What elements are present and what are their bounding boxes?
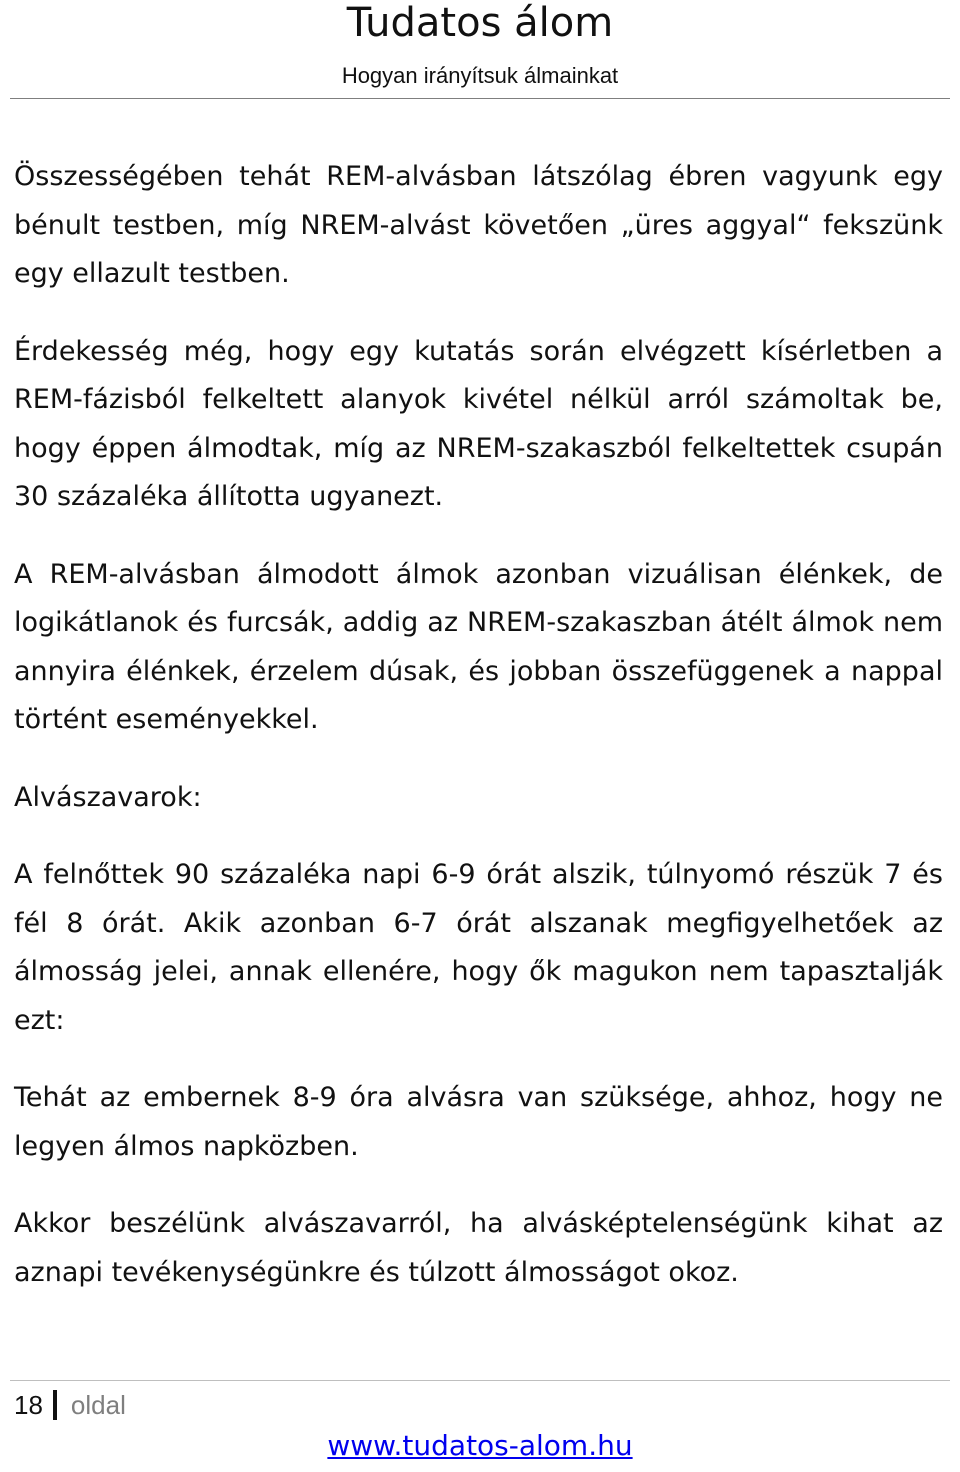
header-divider: [10, 98, 950, 99]
page-footer: [14, 1387, 126, 1423]
paragraph: Tehát az embernek 8-9 óra alvásra van szüksége, ahhoz, hogy ne legyen álmos napközben.: [14, 1082, 943, 1162]
page-separator: [53, 1390, 57, 1420]
document-title: Tudatos álom: [346, 0, 614, 46]
section-heading: Alvászavarok:: [14, 781, 202, 813]
paragraph: Összességében tehát REM-alvásban látszólag ébren vagyunk egy bénult testben, míg NREM-alvást követően „üres aggyal“ fekszünk egy ellazult testben.: [14, 161, 943, 289]
website-link[interactable]: www.tudatos-alom.hu: [327, 1429, 633, 1462]
paragraph: A REM-alvásban álmodott álmok azonban vizuálisan élénkek, de logikátlanok és furcsák, addig az NREM-szakaszban átélt álmok nem annyira élénkek, érzelem dúsak, és jobban összefüggenek a nappal történt eseményekkel.: [14, 558, 943, 735]
body-text: [14, 153, 943, 1297]
page-label: oldal: [70, 1389, 126, 1420]
footer-divider: [10, 1380, 950, 1381]
page-number: 18: [14, 1389, 43, 1420]
paragraph: Érdekesség még, hogy egy kutatás során elvégzett kísérletben a REM-fázisból felkeltett alanyok kivétel nélkül arról számoltak be, hogy éppen álmodtak, míg az NREM-szakaszból felkeltettek csupán 30 százaléka állította ugyanezt.: [14, 335, 943, 512]
paragraph: A felnőttek 90 százaléka napi 6-9 órát alszik, túlnyomó részük 7 és fél 8 órát. Akik azonban 6-7 órát alszanak megfigyelhetőek az álmosság jelei, annak ellenére, hogy ők magukon nem tapasztalják ezt:: [14, 859, 943, 1036]
document-subtitle: Hogyan irányítsuk álmainkat: [341, 63, 619, 88]
paragraph: Akkor beszélünk alvászavarról, ha alvásképtelenségünk kihat az aznapi tevékenységünkre és túlzott álmosságot okoz.: [14, 1208, 943, 1288]
